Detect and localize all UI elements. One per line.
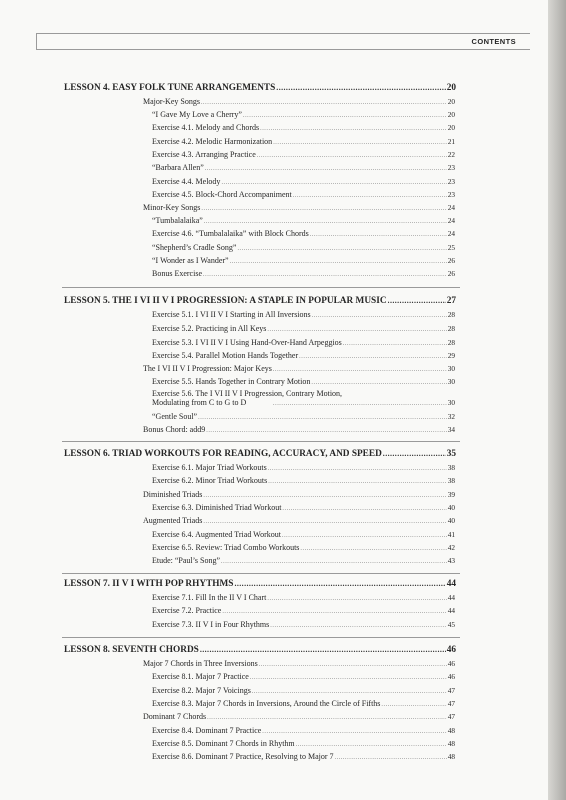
entry-title: Exercise 7.3. II V I in Four Rhythms — [152, 620, 270, 629]
page-number: 23 — [447, 163, 455, 172]
page-number: 46 — [446, 645, 456, 655]
dot-leader — [311, 380, 446, 386]
dot-leader — [276, 83, 445, 92]
entry-title-line: Exercise 5.6. The I VI II V I Progression, Contrary Motion, — [152, 389, 343, 398]
page-number: 21 — [447, 137, 455, 146]
dot-leader — [296, 742, 447, 748]
dot-leader — [293, 193, 447, 199]
entry-title: Etude: “Paul’s Song” — [152, 556, 220, 565]
page-edge-shadow — [548, 0, 566, 800]
page-number: 20 — [447, 97, 455, 106]
lesson-title: LESSON 8. SEVENTH CHORDS — [64, 645, 199, 655]
entry-title: Exercise 6.2. Minor Triad Workouts — [152, 476, 268, 485]
page-number: 23 — [447, 177, 455, 186]
toc-entry — [152, 543, 455, 552]
section-divider — [62, 573, 460, 574]
toc-entry — [143, 659, 455, 668]
toc-entry — [143, 425, 455, 434]
page-number: 45 — [447, 620, 455, 629]
entry-title: Augmented Triads — [143, 516, 203, 525]
dot-leader — [273, 401, 447, 407]
entry-title: “Tumbalalaika” — [152, 216, 203, 225]
lesson-title: LESSON 4. EASY FOLK TUNE ARRANGEMENTS — [64, 83, 276, 93]
dot-leader — [198, 415, 447, 421]
dot-leader — [312, 313, 447, 319]
entry-title: Exercise 4.1. Melody and Chords — [152, 123, 260, 132]
toc-entry — [152, 177, 455, 186]
dot-leader — [259, 662, 447, 668]
toc-entry — [152, 412, 455, 421]
dot-leader — [381, 702, 446, 708]
page-number: 20 — [447, 110, 455, 119]
dot-leader — [267, 596, 446, 602]
toc-entry — [152, 726, 455, 735]
page-number: 40 — [447, 516, 455, 525]
toc-entry — [152, 503, 455, 512]
page-number: 25 — [447, 243, 455, 252]
dot-leader — [203, 519, 446, 525]
entry-title: Exercise 5.3. I VI II V I Using Hand-Over-Hand Arpeggios — [152, 338, 342, 347]
page-number: 41 — [447, 530, 455, 539]
section-divider — [62, 441, 460, 442]
entry-title: Exercise 8.4. Dominant 7 Practice — [152, 726, 262, 735]
page-number: 48 — [447, 726, 455, 735]
toc-entry — [152, 530, 455, 539]
entry-title: “Shepherd’s Cradle Song” — [152, 243, 237, 252]
entry-title: The I VI II V I Progression: Major Keys — [143, 364, 272, 373]
lesson-title: LESSON 6. TRIAD WORKOUTS FOR READING, ACCURACY, AND SPEED — [64, 449, 382, 459]
toc-entry — [152, 110, 455, 119]
dot-leader — [260, 126, 447, 132]
dot-leader — [268, 479, 447, 485]
entry-title: Bonus Exercise — [152, 269, 202, 278]
dot-leader — [300, 546, 446, 552]
page-number: 24 — [447, 203, 455, 212]
dot-leader — [268, 466, 447, 472]
dot-leader — [207, 715, 447, 721]
page-number: 30 — [447, 377, 455, 386]
toc-entry — [143, 97, 455, 106]
dot-leader — [243, 113, 447, 119]
page-number: 48 — [447, 752, 455, 761]
toc-entry — [152, 556, 455, 565]
page-number: 22 — [447, 150, 455, 159]
section-divider — [62, 287, 460, 288]
section-header-label: CONTENTS — [471, 37, 516, 46]
entry-title: Minor-Key Songs — [143, 203, 201, 212]
entry-title: “Barbara Allen” — [152, 163, 204, 172]
header-bar — [36, 33, 530, 50]
toc-entry — [152, 686, 455, 695]
page-number: 28 — [447, 338, 455, 347]
dot-leader — [222, 609, 446, 615]
lesson-heading — [64, 83, 456, 93]
dot-leader — [262, 729, 446, 735]
entry-title: Exercise 6.5. Review: Triad Combo Workouts — [152, 543, 300, 552]
toc-entry — [152, 269, 455, 278]
page-number: 47 — [447, 686, 455, 695]
entry-title: Exercise 6.4. Augmented Triad Workout — [152, 530, 281, 539]
page-number: 46 — [447, 672, 455, 681]
toc-entry — [152, 593, 455, 602]
entry-title: Exercise 5.4. Parallel Motion Hands Together — [152, 351, 299, 360]
toc-entry — [152, 243, 455, 252]
dot-leader — [201, 100, 447, 106]
page-number: 34 — [447, 425, 455, 434]
dot-leader — [203, 493, 446, 499]
entry-title: Exercise 4.3. Arranging Practice — [152, 150, 256, 159]
toc-entry — [152, 739, 455, 748]
page-number: 38 — [447, 476, 455, 485]
page-number: 26 — [447, 256, 455, 265]
toc-entry — [143, 203, 455, 212]
dot-leader — [234, 579, 445, 588]
entry-title: Exercise 8.2. Major 7 Voicings — [152, 686, 251, 695]
entry-title: Dominant 7 Chords — [143, 712, 207, 721]
dot-leader — [270, 623, 446, 629]
entry-title: Exercise 8.5. Dominant 7 Chords in Rhythm — [152, 739, 295, 748]
entry-title: Exercise 4.4. Melody — [152, 177, 221, 186]
page-number: 38 — [447, 463, 455, 472]
dot-leader — [250, 675, 447, 681]
page-number: 23 — [447, 190, 455, 199]
lesson-heading — [64, 449, 456, 459]
dot-leader — [205, 166, 447, 172]
page-number: 24 — [447, 216, 455, 225]
page-number: 44 — [447, 606, 455, 615]
dot-leader — [206, 428, 446, 434]
entry-title-line: Modulating from C to G to D — [152, 398, 247, 407]
toc-entry — [152, 463, 455, 472]
dot-leader — [221, 180, 446, 186]
page-number: 29 — [447, 351, 455, 360]
page-number: 30 — [447, 364, 455, 373]
page-number: 24 — [447, 229, 455, 238]
dot-leader — [237, 246, 446, 252]
dot-leader — [388, 296, 446, 305]
page-number: 44 — [446, 579, 456, 589]
toc-entry — [143, 364, 455, 373]
dot-leader — [282, 506, 446, 512]
toc-entry — [152, 324, 455, 333]
page-number: 35 — [446, 449, 456, 459]
toc-entry — [152, 190, 455, 199]
page-number: 20 — [447, 123, 455, 132]
toc-entry — [152, 123, 455, 132]
page-number: 44 — [447, 593, 455, 602]
toc-entry — [152, 229, 455, 238]
dot-leader — [282, 533, 447, 539]
toc-entry — [152, 150, 455, 159]
entry-title: Diminished Triads — [143, 490, 203, 499]
entry-title: Exercise 5.5. Hands Together in Contrary Motion — [152, 377, 311, 386]
entry-title: “Gentle Soul” — [152, 412, 198, 421]
dot-leader — [204, 219, 447, 225]
toc-entry — [152, 672, 455, 681]
entry-title: Exercise 7.2. Practice — [152, 606, 222, 615]
page-number: 26 — [447, 269, 455, 278]
entry-title: “I Gave My Love a Cherry” — [152, 110, 242, 119]
toc-entry — [152, 338, 455, 347]
entry-title: Major-Key Songs — [143, 97, 200, 106]
entry-title: Exercise 5.1. I VI II V I Starting in All Inversions — [152, 310, 311, 319]
toc-entry — [143, 516, 455, 525]
entry-title: Exercise 8.6. Dominant 7 Practice, Resolving to Major 7 — [152, 752, 334, 761]
toc-entry — [152, 163, 455, 172]
page-number: 27 — [446, 296, 456, 306]
page-number: 47 — [447, 699, 455, 708]
dot-leader — [221, 559, 447, 565]
lesson-heading — [64, 296, 456, 306]
toc-entry-leader — [272, 398, 455, 407]
page-number: 28 — [447, 324, 455, 333]
toc-entry — [152, 377, 455, 386]
entry-title: Exercise 7.1. Fill In the II V I Chart — [152, 593, 267, 602]
dot-leader — [299, 354, 447, 360]
page-number: 30 — [447, 398, 455, 407]
toc-entry — [152, 620, 455, 629]
page-number: 28 — [447, 310, 455, 319]
page-number: 20 — [446, 83, 456, 93]
dot-leader — [203, 272, 447, 278]
page-number: 40 — [447, 503, 455, 512]
dot-leader — [201, 206, 446, 212]
entry-title: Exercise 4.2. Melodic Harmonization — [152, 137, 273, 146]
dot-leader — [383, 449, 446, 458]
page-number: 47 — [447, 712, 455, 721]
toc-entry — [152, 256, 455, 265]
page-number: 39 — [447, 490, 455, 499]
lesson-title: LESSON 7. II V I WITH POP RHYTHMS — [64, 579, 234, 589]
dot-leader — [200, 645, 446, 654]
toc-entry — [143, 712, 455, 721]
entry-title: “I Wonder as I Wander” — [152, 256, 229, 265]
toc-entry — [152, 476, 455, 485]
entry-title: Major 7 Chords in Three Inversions — [143, 659, 258, 668]
toc-entry — [152, 137, 455, 146]
dot-leader — [252, 689, 447, 695]
toc-entry — [152, 752, 455, 761]
entry-title: Exercise 4.5. Block-Chord Accompaniment — [152, 190, 292, 199]
toc-entry — [152, 699, 455, 708]
page-number: 48 — [447, 739, 455, 748]
toc-entry — [152, 351, 455, 360]
dot-leader — [310, 232, 447, 238]
lesson-title: LESSON 5. THE I VI II V I PROGRESSION: A STAPLE IN POPULAR MUSIC — [64, 296, 387, 306]
entry-title: Exercise 6.1. Major Triad Workouts — [152, 463, 267, 472]
section-divider — [62, 637, 460, 638]
toc-entry — [152, 606, 455, 615]
lesson-heading — [64, 645, 456, 655]
entry-title: Bonus Chord: add9 — [143, 425, 206, 434]
dot-leader — [257, 153, 447, 159]
dot-leader — [335, 755, 447, 761]
page-number: 46 — [447, 659, 455, 668]
entry-title: Exercise 4.6. “Tumbalalaika” with Block Chords — [152, 229, 309, 238]
dot-leader — [267, 327, 446, 333]
entry-title: Exercise 6.3. Diminished Triad Workout — [152, 503, 282, 512]
lesson-heading — [64, 579, 456, 589]
toc-entry — [152, 216, 455, 225]
page-number: 32 — [447, 412, 455, 421]
entry-title: Exercise 5.2. Practicing in All Keys — [152, 324, 267, 333]
entry-title: Exercise 8.1. Major 7 Practice — [152, 672, 249, 681]
dot-leader — [273, 367, 447, 373]
toc-entry — [143, 490, 455, 499]
page-number: 43 — [447, 556, 455, 565]
entry-title: Exercise 8.3. Major 7 Chords in Inversions, Around the Circle of Fifths — [152, 699, 381, 708]
dot-leader — [343, 341, 447, 347]
toc-entry — [152, 310, 455, 319]
dot-leader — [230, 259, 447, 265]
dot-leader — [273, 140, 447, 146]
page-number: 42 — [447, 543, 455, 552]
